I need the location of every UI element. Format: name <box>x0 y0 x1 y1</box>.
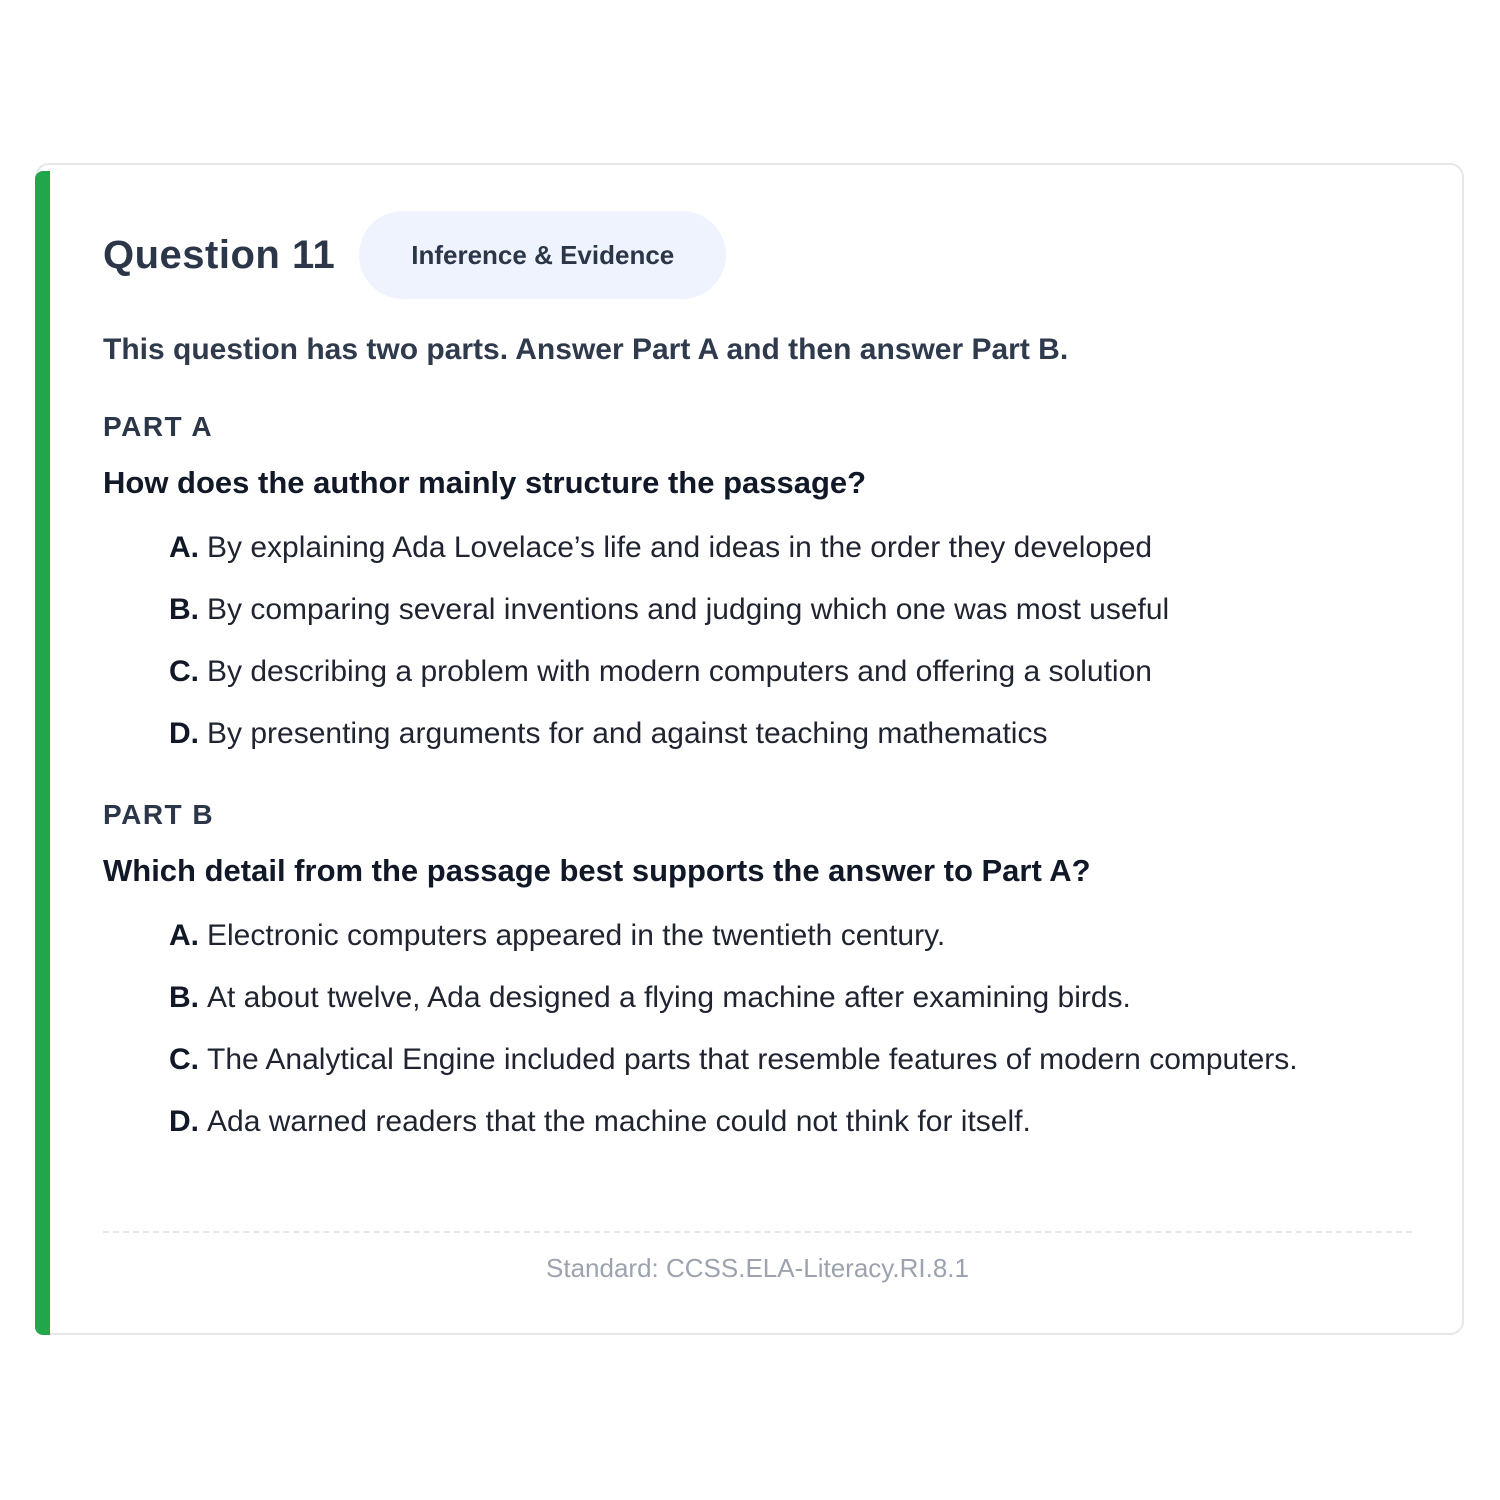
standard-label: Standard: CCSS.ELA-Literacy.RI.8.1 <box>546 1253 969 1283</box>
option-text: By describing a problem with modern computers and offering a solution <box>207 655 1152 688</box>
option-text: Ada warned readers that the machine could not think for itself. <box>207 1105 1031 1138</box>
option-text: By comparing several inventions and judging which one was most useful <box>207 593 1170 626</box>
part-a-option-c[interactable] <box>169 650 1319 694</box>
part-b-label: PART B <box>103 799 215 830</box>
option-text: Electronic computers appeared in the twentieth century. <box>207 919 946 952</box>
part-b-option-a[interactable] <box>169 914 1319 958</box>
part-a-option-d[interactable] <box>169 712 1319 756</box>
option-letter: D. <box>169 717 199 750</box>
option-text: By explaining Ada Lovelace’s life and ideas in the order they developed <box>207 531 1153 564</box>
skill-tag: Inference & Evidence <box>359 211 726 299</box>
option-letter: B. <box>169 593 199 626</box>
part-a-question: How does the author mainly structure the passage? <box>103 465 867 500</box>
part-a-label: PART A <box>103 411 214 442</box>
option-letter: D. <box>169 1105 199 1138</box>
part-b-option-c[interactable] <box>169 1038 1319 1082</box>
part-a-option-a[interactable] <box>169 526 1319 570</box>
part-b-options <box>169 914 1319 1144</box>
part-a-options <box>169 526 1319 756</box>
option-letter: A. <box>169 919 199 952</box>
option-letter: B. <box>169 981 199 1014</box>
option-letter: C. <box>169 655 199 688</box>
option-letter: C. <box>169 1043 199 1076</box>
option-text: By presenting arguments for and against teaching mathematics <box>207 717 1048 750</box>
option-text: At about twelve, Ada designed a flying machine after examining birds. <box>207 981 1131 1014</box>
part-a-option-b[interactable] <box>169 588 1319 632</box>
part-b-question: Which detail from the passage best supports the answer to Part A? <box>103 853 1091 888</box>
part-b-option-b[interactable] <box>169 976 1319 1020</box>
question-header <box>103 211 726 299</box>
option-text: The Analytical Engine included parts that resemble features of modern computers. <box>207 1043 1298 1076</box>
accent-bar <box>35 171 50 1335</box>
question-title: Question 11 <box>103 232 336 277</box>
footer-divider <box>103 1231 1412 1233</box>
question-card <box>35 163 1464 1335</box>
part-b-option-d[interactable] <box>169 1100 1319 1144</box>
question-instructions: This question has two parts. Answer Part A and then answer Part B. <box>103 333 1069 366</box>
option-letter: A. <box>169 531 199 564</box>
